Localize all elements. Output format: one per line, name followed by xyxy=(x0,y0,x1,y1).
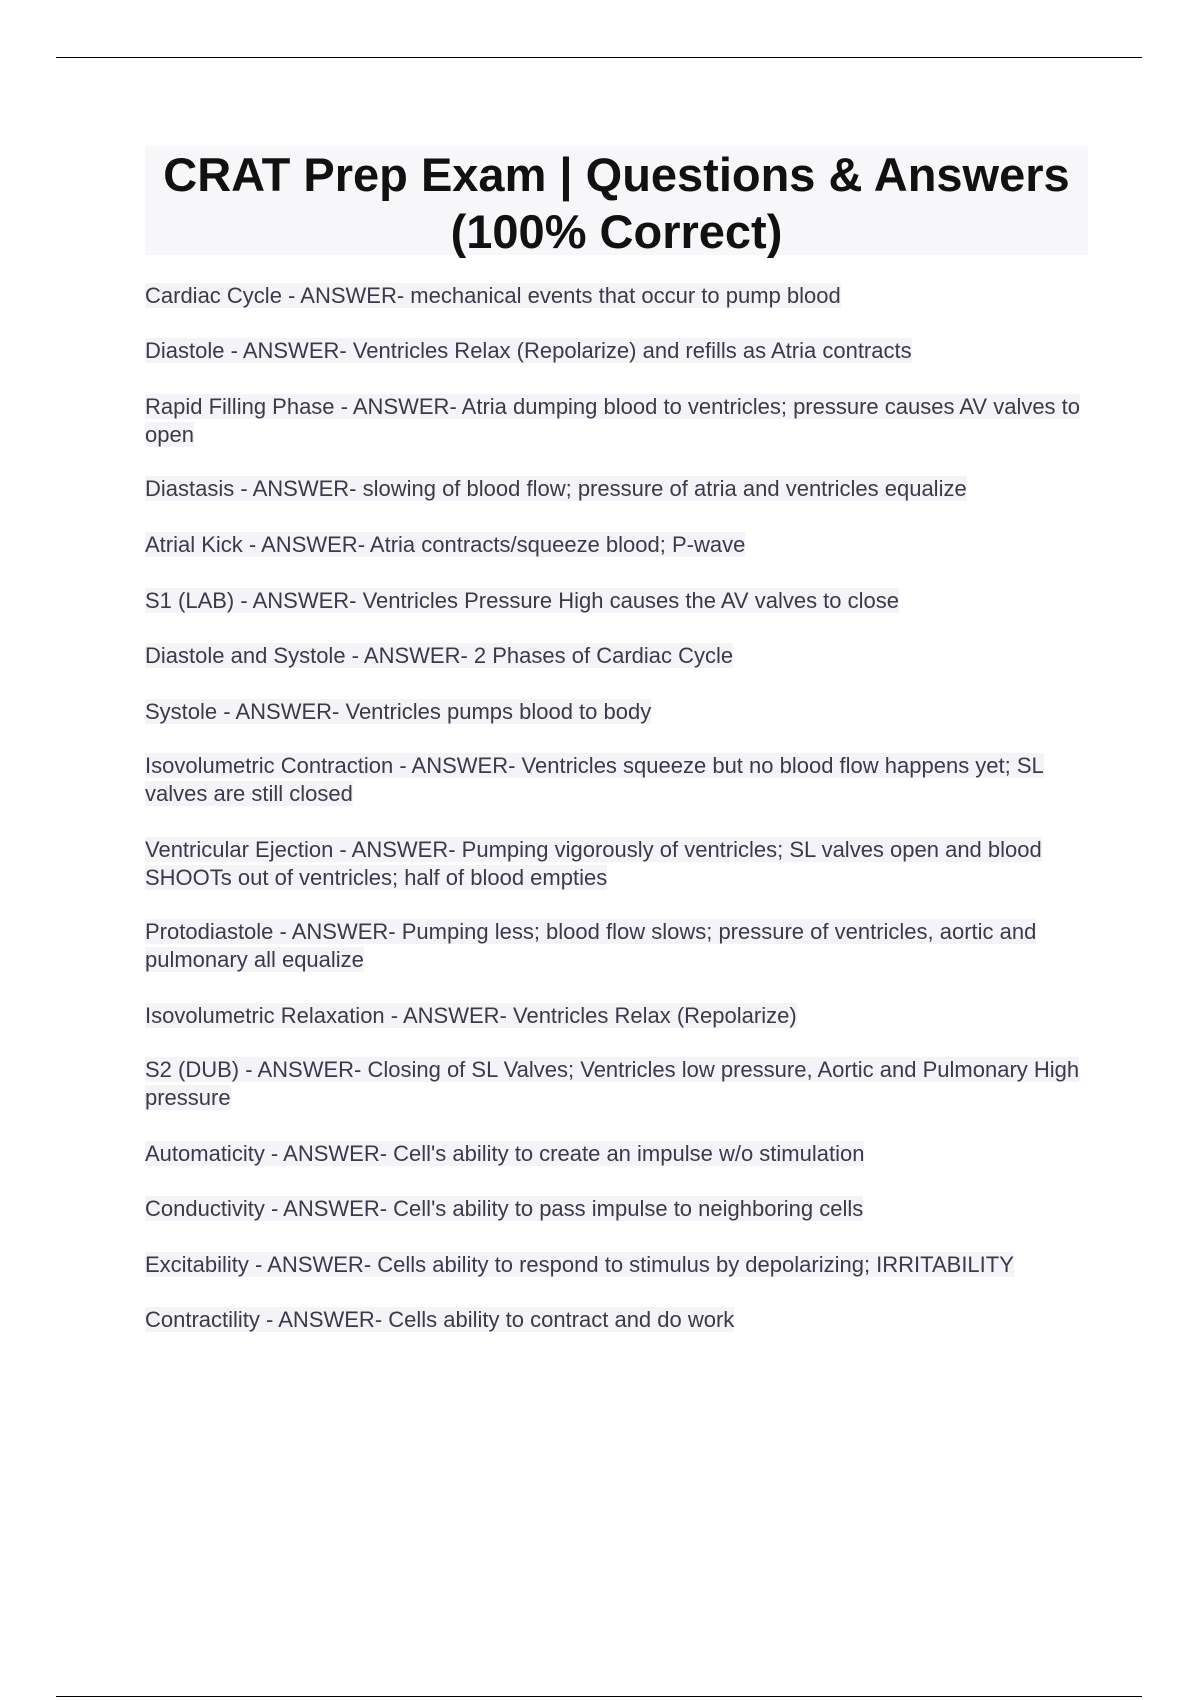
qa-text: Diastasis - ANSWER- slowing of blood flow; pressure of atria and ventricles equalize xyxy=(145,476,967,501)
qa-text: Diastole - ANSWER- Ventricles Relax (Repolarize) and refills as Atria contracts xyxy=(145,338,912,363)
qa-text: Protodiastole - ANSWER- Pumping less; blood flow slows; pressure of ventricles, aortic and pulmonary all equalize xyxy=(145,919,1037,972)
qa-item xyxy=(145,531,1090,559)
qa-item xyxy=(145,1251,1090,1279)
qa-item xyxy=(145,475,1090,503)
bottom-rule xyxy=(56,1696,1142,1697)
qa-text: S2 (DUB) - ANSWER- Closing of SL Valves; Ventricles low pressure, Aortic and Pulmonary High pressure xyxy=(145,1057,1080,1110)
qa-text: Contractility - ANSWER- Cells ability to contract and do work xyxy=(145,1307,735,1332)
qa-text: Conductivity - ANSWER- Cell's ability to pass impulse to neighboring cells xyxy=(145,1196,864,1221)
title-block xyxy=(145,146,1088,258)
qa-text: Rapid Filling Phase - ANSWER- Atria dumping blood to ventricles; pressure causes AV valves to open xyxy=(145,394,1081,447)
qa-item xyxy=(145,752,1090,808)
qa-text: Isovolumetric Relaxation - ANSWER- Ventricles Relax (Repolarize) xyxy=(145,1003,797,1028)
qa-text: Diastole and Systole - ANSWER- 2 Phases of Cardiac Cycle xyxy=(145,643,734,668)
qa-list xyxy=(145,282,1090,1334)
qa-item xyxy=(145,1002,1090,1030)
qa-text: Cardiac Cycle - ANSWER- mechanical events that occur to pump blood xyxy=(145,283,841,308)
qa-text: Atrial Kick - ANSWER- Atria contracts/squeeze blood; P-wave xyxy=(145,532,746,557)
qa-item xyxy=(145,393,1090,449)
top-rule xyxy=(56,57,1142,58)
qa-text: Isovolumetric Contraction - ANSWER- Ventricles squeeze but no blood flow happens yet; SL valves are still closed xyxy=(145,753,1044,806)
qa-item xyxy=(145,587,1090,615)
qa-text: Automaticity - ANSWER- Cell's ability to create an impulse w/o stimulation xyxy=(145,1141,865,1166)
qa-text: S1 (LAB) - ANSWER- Ventricles Pressure High causes the AV valves to close xyxy=(145,588,900,613)
qa-item xyxy=(145,1056,1090,1112)
qa-text: Systole - ANSWER- Ventricles pumps blood to body xyxy=(145,699,652,724)
qa-item xyxy=(145,337,1090,365)
qa-item xyxy=(145,282,1090,310)
qa-item xyxy=(145,918,1090,974)
qa-item xyxy=(145,698,1090,726)
qa-item xyxy=(145,642,1090,670)
qa-text: Ventricular Ejection - ANSWER- Pumping vigorously of ventricles; SL valves open and blood SHOOTs out of ventricles; half of blood empties xyxy=(145,837,1042,890)
qa-text: Excitability - ANSWER- Cells ability to respond to stimulus by depolarizing; IRRITABILITY xyxy=(145,1252,1014,1277)
qa-item xyxy=(145,1195,1090,1223)
qa-item xyxy=(145,836,1090,892)
qa-item xyxy=(145,1306,1090,1334)
page-title: CRAT Prep Exam | Questions & Answers (100% Correct) xyxy=(163,148,1070,258)
qa-item xyxy=(145,1140,1090,1168)
